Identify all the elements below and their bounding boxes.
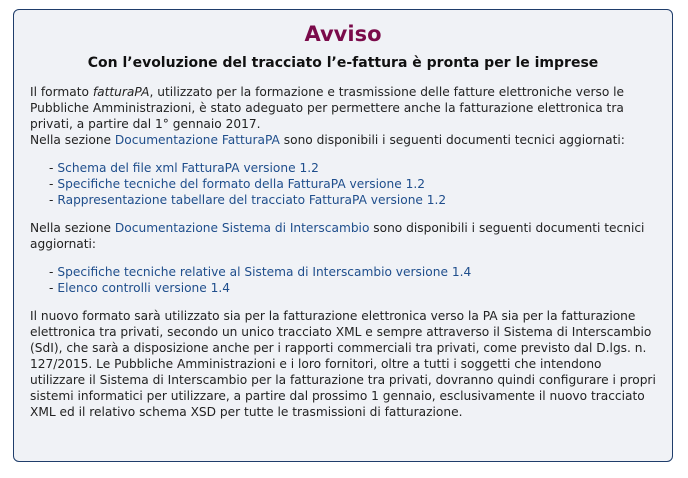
sdi-docs-list (14, 264, 672, 296)
closing-paragraph: Il nuovo formato sarà utilizzato sia per la fatturazione elettronica verso la PA sia per la fatturazione elettronica tra privati, secondo un unico tracciato XML e sempre attraverso il Sistema di Interscambio (SdI), che sarà a disposizione anche per i rapporti commerciali tra privati, come previsto dal D.lgs. n. 127/2015. Le Pubbliche Amministrazioni e i loro fornitori, oltre a tutti i soggetti che intendono utilizzare il Sistema di Interscambio per la fatturazione tra privati, dovranno quindi configurare i propri sistemi informatici per utilizzare, a partire dal prossimo 1 gennaio, esclusivamente il nuovo tracciato XML ed il relativo schema XSD per tutte le trasmissioni di fatturazione. (30, 309, 656, 419)
list-item: - Schema del file xml FatturaPA versione 1.2 (49, 161, 319, 175)
notice-title: Avviso (304, 22, 382, 46)
fatturapa-docs-list (14, 160, 672, 208)
link-rappresentazione-tabellare[interactable]: Rappresentazione tabellare del tracciato FatturaPA versione 1.2 (57, 193, 447, 207)
list-item: - Specifiche tecniche del formato della FatturaPA versione 1.2 (49, 177, 425, 191)
list-item: - Elenco controlli versione 1.4 (49, 281, 231, 295)
notice-subtitle: Con l’evoluzione del tracciato l’e-fattura è pronta per le imprese (87, 55, 599, 71)
link-schema-xml[interactable]: Schema del file xml FatturaPA versione 1.2 (57, 161, 319, 175)
link-documentazione-fatturapa[interactable]: Documentazione FatturaPA (114, 133, 280, 147)
intro-suffix: , utilizzato per la formazione e trasmissione delle fatture elettroniche verso le Pubbliche Amministrazioni, è stato adeguato per permettere anche la fatturazione elettronica tra privati, a partire dal 1° gennaio 2017. (30, 85, 625, 131)
section1-suffix: sono disponibili i seguenti documenti tecnici aggiornati: (279, 133, 625, 147)
section2-prefix: Nella sezione (30, 221, 115, 235)
section2-paragraph (30, 220, 658, 252)
format-name: fatturaPA (92, 85, 150, 99)
list-item: - Specifiche tecniche relative al Sistema di Interscambio versione 1.4 (49, 265, 472, 279)
intro-prefix: Il formato (30, 85, 93, 99)
list-item: - Rappresentazione tabellare del tracciato FatturaPA versione 1.2 (49, 193, 447, 207)
link-elenco-controlli[interactable]: Elenco controlli versione 1.4 (57, 281, 231, 295)
intro-paragraph (30, 84, 658, 148)
link-documentazione-sdi[interactable]: Documentazione Sistema di Interscambio (114, 221, 370, 235)
section1-prefix: Nella sezione (30, 133, 115, 147)
link-specifiche-formato[interactable]: Specifiche tecniche del formato della FatturaPA versione 1.2 (57, 177, 425, 191)
notice-panel (13, 9, 673, 462)
link-specifiche-sdi[interactable]: Specifiche tecniche relative al Sistema di Interscambio versione 1.4 (57, 265, 472, 279)
section2-suffix: sono disponibili i seguenti documenti tecnici aggiornati: (30, 221, 645, 251)
